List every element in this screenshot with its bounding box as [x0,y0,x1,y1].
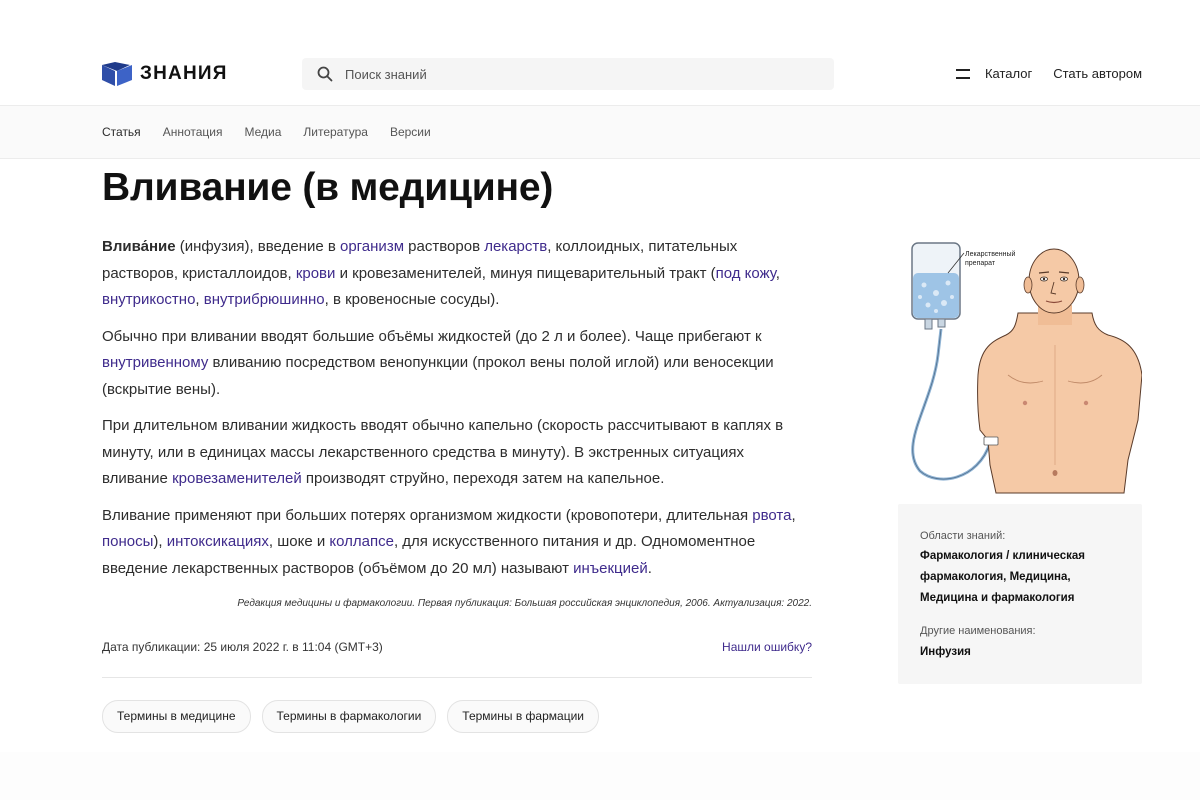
paragraph-4 [102,503,814,583]
text: , [791,506,796,524]
other-names-value: Инфузия [920,646,971,658]
figure-label-line2: препарат [965,260,996,267]
text: , в кровеносные сосуды). [324,291,500,308]
tab-media[interactable]: Медиа [244,125,282,139]
report-error-link[interactable]: Нашли ошибку? [722,640,812,654]
tab-versions[interactable]: Версии [389,125,431,139]
text: вливанию посредством венопункции (прокол вены полой иглой) или веносекции (вскрытие вены). [102,354,774,398]
become-author-link[interactable]: Стать автором [1053,66,1142,81]
link-intoxication[interactable]: интоксикациях [166,533,269,550]
other-names-label: Другие наименования: [920,625,1036,637]
editorial-credit: Редакция медицины и фармакологии. Первая публикация: Большая российская энциклопедия, 2006. Актуализация: 2022. [237,598,812,609]
page-title: Вливание (в медицине) [102,166,554,209]
text: Обычно при вливании вводят большие объёмы жидкостей (до 2 л и более). Чаще прибегают к [102,327,762,345]
text: Вливание применяют при больших потерях организмом жидкости (кровопотери, длительная [102,506,753,524]
link-blood[interactable]: крови [295,264,336,282]
infusion-illustration[interactable] [898,235,1142,495]
knowledge-areas-label: Области знаний: [920,530,1006,542]
publication-row [102,640,812,654]
infusion-drawing [898,235,1142,495]
header-nav [956,66,1142,81]
tag-chip[interactable]: Термины в фармакологии [262,700,437,733]
search-input[interactable] [343,66,827,83]
knowledge-area-line: Медицина и фармакология [920,592,1075,604]
article-metadata-panel [898,504,1142,684]
knowledge-areas-value[interactable] [920,546,1130,609]
book-logo-icon [102,62,132,86]
paragraph-1 [102,234,814,314]
figure-label-line1: Лекарственный [965,251,1016,258]
link-diarrhea[interactable]: поносы [102,533,154,550]
link-intraosseous[interactable]: внутрикостно [102,291,196,308]
menu-icon[interactable] [956,69,970,79]
link-blood-substitutes[interactable]: кровезаменителей [172,470,302,487]
search-box[interactable] [302,58,834,90]
divider [102,677,812,678]
text: , [775,264,780,282]
search-icon [317,66,333,82]
publication-date: Дата публикации: 25 июля 2022 г. в 11:04 (GMT+3) [102,640,383,654]
term-bold: Влива́ние [102,238,176,255]
link-organism[interactable]: организм [339,238,405,255]
text: , [195,291,204,308]
text: ), [153,533,167,550]
article-tabs [102,125,453,139]
text: , коллоидных, питательных растворов, кристаллоидов, [102,238,738,282]
link-vomiting[interactable]: рвота [752,506,792,524]
article-body [102,234,814,592]
paragraph-2 [102,324,814,404]
paragraph-3 [102,413,814,493]
logo-text: ЗНАНИЯ [140,63,228,84]
site-header [0,0,1200,106]
site-logo[interactable] [102,60,228,88]
tab-article[interactable]: Статья [102,125,141,139]
knowledge-area-line: фармакология, Медицина, [920,571,1071,583]
text: , шоке и [268,533,330,550]
catalog-link[interactable]: Каталог [984,66,1033,81]
footer-strip [0,752,1200,800]
link-intravenous[interactable]: внутривенному [102,354,209,371]
text: растворов [404,238,485,255]
link-drugs[interactable]: лекарств [484,238,548,255]
tag-list [102,700,599,733]
tab-annotation[interactable]: Аннотация [162,125,223,139]
link-injection[interactable]: инъекцией [573,559,648,577]
link-intraperitoneal[interactable]: внутрибрюшинно [203,291,325,308]
article-tabs-bar [0,106,1200,159]
text: , для искусственного питания и др. Одномоментное введение лекарственных растворов (объёмом до 20 мл) называют [102,533,756,577]
link-subcutaneous[interactable]: под кожу [715,264,776,282]
tag-chip[interactable]: Термины в медицине [102,700,251,733]
text: производят струйно, переходя затем на капельное. [301,470,665,487]
tag-chip[interactable]: Термины в фармации [447,700,599,733]
knowledge-area-line: Фармакология / клиническая [920,550,1085,562]
text: (инфузия), введение в [175,238,340,255]
text: . [647,559,652,577]
text: и кровезаменителей, минуя пищеварительный тракт ( [335,264,716,282]
link-collapse[interactable]: коллапсе [329,533,394,550]
tab-literature[interactable]: Литература [303,125,368,139]
text: При длительном вливании жидкость вводят обычно капельно (скорость рассчитывают в каплях в минуту, или в единицах массы лекарственного средства в минуту). В экстренных ситуациях вливание [102,417,784,487]
